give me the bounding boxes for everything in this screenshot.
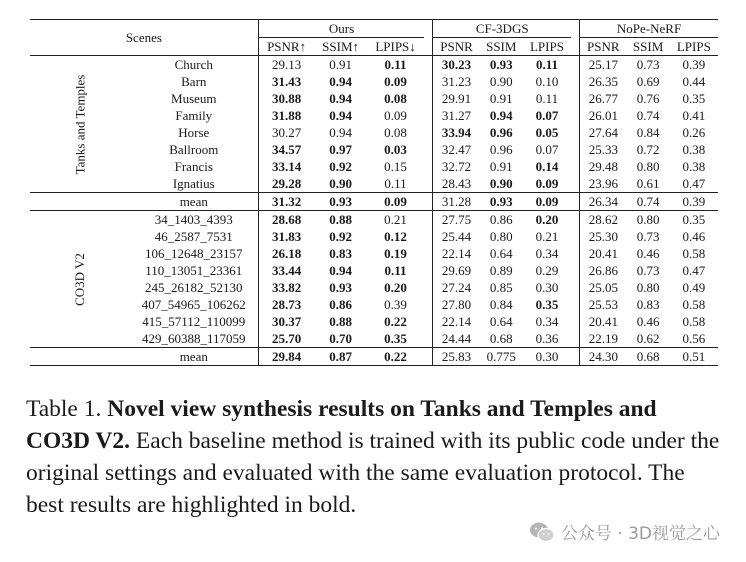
metric-value: 31.88 (271, 108, 302, 123)
metric-value: 0.22 (367, 348, 425, 366)
metric-value: 28.73 (271, 297, 302, 312)
metric-value: 0.80 (489, 229, 513, 244)
metric-value: 0.96 (489, 125, 513, 140)
watermark (529, 519, 720, 544)
metric-value: 0.07 (535, 142, 559, 157)
metric-value: 29.28 (271, 176, 302, 191)
metric-value: 0.70 (329, 331, 352, 346)
metric-value: 0.11 (384, 176, 407, 191)
caption-title: Novel view synthesis results on Tanks and Temples and CO3D V2. (26, 396, 657, 454)
metric-value: 0.92 (329, 159, 352, 174)
metric-value: 23.96 (588, 176, 618, 191)
metric-value: 0.21 (367, 211, 425, 229)
table-mean-row (30, 348, 718, 366)
table-row (30, 279, 718, 296)
metric-value: 25.17 (580, 56, 627, 74)
table-row (30, 175, 718, 193)
scene-name: Horse (130, 124, 259, 141)
table-row (30, 73, 718, 90)
metric-value: 0.08 (384, 91, 407, 106)
metric-value: 20.41 (588, 314, 618, 329)
scene-name: 110_13051_23361 (130, 262, 259, 279)
metric-value: 0.21 (535, 229, 559, 244)
dataset-label: Tanks and Temples (72, 74, 88, 174)
metric-value: 0.30 (523, 348, 571, 366)
metric-value: 22.14 (441, 246, 472, 261)
metric-header: LPIPS (523, 38, 571, 56)
table-body (30, 56, 718, 366)
metric-value: 0.97 (329, 142, 352, 157)
table-row (30, 296, 718, 313)
metric-value: 0.22 (384, 314, 407, 329)
metric-value: 0.07 (535, 108, 559, 123)
table-row (30, 228, 718, 245)
table-caption (26, 393, 726, 521)
metric-value: 0.775 (480, 348, 523, 366)
metric-value: 0.93 (314, 193, 366, 211)
metric-value: 0.76 (636, 91, 660, 106)
metric-value: 0.88 (329, 314, 352, 329)
metric-value: 25.53 (588, 297, 618, 312)
metric-value: 0.62 (636, 331, 660, 346)
scene-name: 429_60388_117059 (130, 330, 259, 348)
table-row (30, 245, 718, 262)
metric-value: 0.80 (636, 159, 660, 174)
metric-value: 0.51 (670, 348, 718, 366)
metric-value: 0.11 (384, 263, 407, 278)
results-table (30, 19, 718, 366)
metric-value: 0.91 (489, 91, 513, 106)
metric-value: 0.35 (535, 297, 559, 312)
metric-value: 27.80 (441, 297, 472, 312)
metric-value: 20.41 (588, 246, 618, 261)
metric-value: 0.09 (367, 193, 425, 211)
wechat-icon (529, 521, 555, 543)
metric-value: 0.73 (636, 229, 660, 244)
metric-value: 27.24 (441, 280, 472, 295)
metric-header: SSIM↑ (314, 38, 366, 56)
metric-value: 0.88 (314, 211, 366, 229)
metric-value: 0.73 (636, 263, 660, 278)
scene-name: Family (130, 107, 259, 124)
metric-value: 0.26 (682, 125, 706, 140)
scene-name: Francis (130, 158, 259, 175)
scene-name: Ballroom (130, 141, 259, 158)
metric-value: 25.83 (433, 348, 480, 366)
metric-value: 22.19 (588, 331, 618, 346)
metric-header: LPIPS (670, 38, 718, 56)
dataset-label: CO3D V2 (72, 252, 88, 306)
metric-value: 0.86 (329, 297, 352, 312)
metric-value: 0.36 (535, 331, 559, 346)
metric-value: 24.30 (580, 348, 627, 366)
metric-value: 0.58 (682, 297, 706, 312)
metric-value: 27.75 (433, 211, 480, 229)
metric-value: 0.20 (523, 211, 571, 229)
metric-value: 0.09 (535, 176, 559, 191)
metric-value: 30.27 (271, 125, 302, 140)
metric-value: 0.34 (535, 314, 559, 329)
metric-header: SSIM (480, 38, 523, 56)
metric-value: 0.61 (636, 176, 660, 191)
metric-value: 0.35 (384, 331, 407, 346)
metric-value: 28.68 (258, 211, 314, 229)
metric-header: LPIPS↓ (367, 38, 425, 56)
metric-value: 24.44 (441, 331, 472, 346)
metric-value: 31.43 (271, 74, 302, 89)
method-header-nope-nerf: NoPe-NeRF (580, 20, 718, 38)
table-row (30, 158, 718, 175)
metric-value: 0.84 (489, 297, 513, 312)
metric-value: 0.86 (480, 211, 523, 229)
scene-name: mean (130, 193, 259, 211)
metric-value: 26.77 (588, 91, 618, 106)
metric-value: 0.94 (489, 108, 513, 123)
metric-value: 29.69 (441, 263, 472, 278)
metric-value: 0.44 (682, 74, 706, 89)
scene-name: Museum (130, 90, 259, 107)
metric-value: 0.20 (384, 280, 407, 295)
scene-name: Barn (130, 73, 259, 90)
metric-value: 32.72 (441, 159, 472, 174)
scene-name: 34_1403_4393 (130, 211, 259, 229)
metric-value: 0.29 (535, 263, 559, 278)
metric-value: 31.27 (441, 108, 472, 123)
metric-value: 0.74 (627, 193, 670, 211)
metric-value: 0.56 (682, 331, 706, 346)
dataset-label-cell (30, 211, 130, 348)
scene-name: 245_26182_52130 (130, 279, 259, 296)
metric-value: 30.88 (271, 91, 302, 106)
table-row (30, 330, 718, 348)
metric-value: 33.82 (271, 280, 302, 295)
method-header-ours: Ours (258, 20, 424, 38)
metric-value: 0.90 (489, 176, 513, 191)
metric-value: 0.92 (329, 229, 352, 244)
metric-value: 0.85 (489, 280, 513, 295)
metric-value: 0.72 (636, 142, 660, 157)
metric-value: 0.80 (636, 280, 660, 295)
metric-value: 0.39 (670, 193, 718, 211)
metric-value: 0.47 (682, 176, 706, 191)
metric-value: 34.57 (271, 142, 302, 157)
metric-header: PSNR↑ (258, 38, 314, 56)
metric-value: 0.94 (329, 263, 352, 278)
metric-value: 0.69 (636, 74, 660, 89)
metric-value: 0.09 (523, 193, 571, 211)
metric-value: 0.38 (682, 159, 706, 174)
metric-value: 27.64 (588, 125, 618, 140)
metric-value: 0.80 (627, 211, 670, 229)
table-row (30, 313, 718, 330)
metric-value: 0.09 (384, 108, 407, 123)
metric-value: 0.11 (523, 56, 571, 74)
table-row (30, 56, 718, 74)
metric-value: 31.83 (271, 229, 302, 244)
metric-value: 0.83 (636, 297, 660, 312)
metric-value: 0.89 (489, 263, 513, 278)
metric-value: 0.94 (329, 108, 352, 123)
scene-name: Ignatius (130, 175, 259, 193)
metric-value: 0.08 (384, 125, 407, 140)
metric-value: 29.13 (258, 56, 314, 74)
metric-value: 31.28 (433, 193, 480, 211)
metric-value: 0.94 (329, 91, 352, 106)
metric-value: 0.35 (682, 91, 706, 106)
metric-value: 0.94 (329, 74, 352, 89)
table-row (30, 262, 718, 279)
metric-value: 0.19 (384, 246, 407, 261)
metric-value: 0.90 (329, 176, 352, 191)
metric-value: 0.64 (489, 246, 513, 261)
table-mean-row (30, 193, 718, 211)
metric-value: 0.90 (489, 74, 513, 89)
metric-value: 33.14 (271, 159, 302, 174)
metric-value: 0.93 (480, 193, 523, 211)
dataset-label-cell (30, 56, 130, 193)
scene-name: 106_12648_23157 (130, 245, 259, 262)
metric-value: 29.91 (441, 91, 472, 106)
metric-value: 28.43 (441, 176, 472, 191)
metric-value: 26.86 (588, 263, 618, 278)
metric-value: 0.68 (489, 331, 513, 346)
metric-value: 0.84 (636, 125, 660, 140)
metric-value: 0.03 (384, 142, 407, 157)
method-header-cf3dgs: CF-3DGS (433, 20, 571, 38)
metric-value: 0.46 (636, 314, 660, 329)
metric-value: 0.74 (636, 108, 660, 123)
metric-header: SSIM (627, 38, 670, 56)
metric-value: 0.96 (489, 142, 513, 157)
metric-value: 0.39 (670, 56, 718, 74)
metric-value: 0.58 (682, 314, 706, 329)
metric-value: 0.68 (627, 348, 670, 366)
metric-value: 0.83 (329, 246, 352, 261)
table-header-methods (30, 20, 718, 38)
metric-value: 0.35 (670, 211, 718, 229)
metric-value: 0.15 (384, 159, 407, 174)
metric-value: 31.23 (441, 74, 472, 89)
metric-value: 0.91 (489, 159, 513, 174)
metric-value: 0.38 (682, 142, 706, 157)
metric-value: 0.46 (636, 246, 660, 261)
metric-value: 30.23 (433, 56, 480, 74)
metric-value: 30.37 (271, 314, 302, 329)
metric-value: 0.58 (682, 246, 706, 261)
metric-value: 0.73 (627, 56, 670, 74)
metric-value: 31.32 (258, 193, 314, 211)
metric-value: 22.14 (441, 314, 472, 329)
metric-value: 0.94 (329, 125, 352, 140)
metric-value: 25.33 (588, 142, 618, 157)
metric-value: 0.34 (535, 246, 559, 261)
caption-label: Table 1. (26, 396, 102, 422)
metric-value: 32.47 (441, 142, 472, 157)
scene-name: 407_54965_106262 (130, 296, 259, 313)
table-row (30, 141, 718, 158)
caption-body: Each baseline method is trained with its public code under the original settings and evaluated with the same evaluation protocol. The best results are highlighted in bold. (26, 428, 720, 518)
metric-value: 25.30 (588, 229, 618, 244)
table-row (30, 124, 718, 141)
metric-value: 26.35 (588, 74, 618, 89)
metric-value: 0.93 (329, 280, 352, 295)
metric-header: PSNR (580, 38, 627, 56)
metric-value: 0.05 (535, 125, 559, 140)
metric-value: 0.41 (682, 108, 706, 123)
metric-value: 0.91 (314, 56, 366, 74)
metric-value: 25.44 (441, 229, 472, 244)
metric-value: 0.87 (314, 348, 366, 366)
scene-name: Church (130, 56, 259, 74)
metric-value: 25.70 (271, 331, 302, 346)
metric-value: 33.44 (271, 263, 302, 278)
table-row (30, 211, 718, 229)
metric-value: 0.14 (535, 159, 559, 174)
metric-value: 0.47 (682, 263, 706, 278)
metric-header: PSNR (433, 38, 480, 56)
metric-value: 28.62 (580, 211, 627, 229)
metric-value: 25.05 (588, 280, 618, 295)
metric-value: 0.49 (682, 280, 706, 295)
metric-value: 0.93 (480, 56, 523, 74)
metric-value: 0.11 (535, 91, 559, 106)
scene-name: 415_57112_110099 (130, 313, 259, 330)
metric-value: 33.94 (441, 125, 472, 140)
metric-value: 0.11 (367, 56, 425, 74)
watermark-text: 公众号 · 3D视觉之心 (560, 524, 720, 544)
table-row (30, 90, 718, 107)
table-row (30, 107, 718, 124)
scene-name: 46_2587_7531 (130, 228, 259, 245)
metric-value: 26.18 (271, 246, 302, 261)
metric-value: 26.34 (580, 193, 627, 211)
metric-value: 0.39 (384, 297, 407, 312)
metric-value: 0.64 (489, 314, 513, 329)
metric-value: 26.01 (588, 108, 618, 123)
metric-value: 0.10 (535, 74, 559, 89)
metric-value: 0.46 (682, 229, 706, 244)
metric-value: 0.09 (384, 74, 407, 89)
scene-name: mean (130, 348, 259, 366)
metric-value: 0.12 (384, 229, 407, 244)
metric-value: 29.84 (258, 348, 314, 366)
metric-value: 0.30 (535, 280, 559, 295)
metric-value: 29.48 (588, 159, 618, 174)
scenes-header: Scenes (30, 20, 258, 56)
